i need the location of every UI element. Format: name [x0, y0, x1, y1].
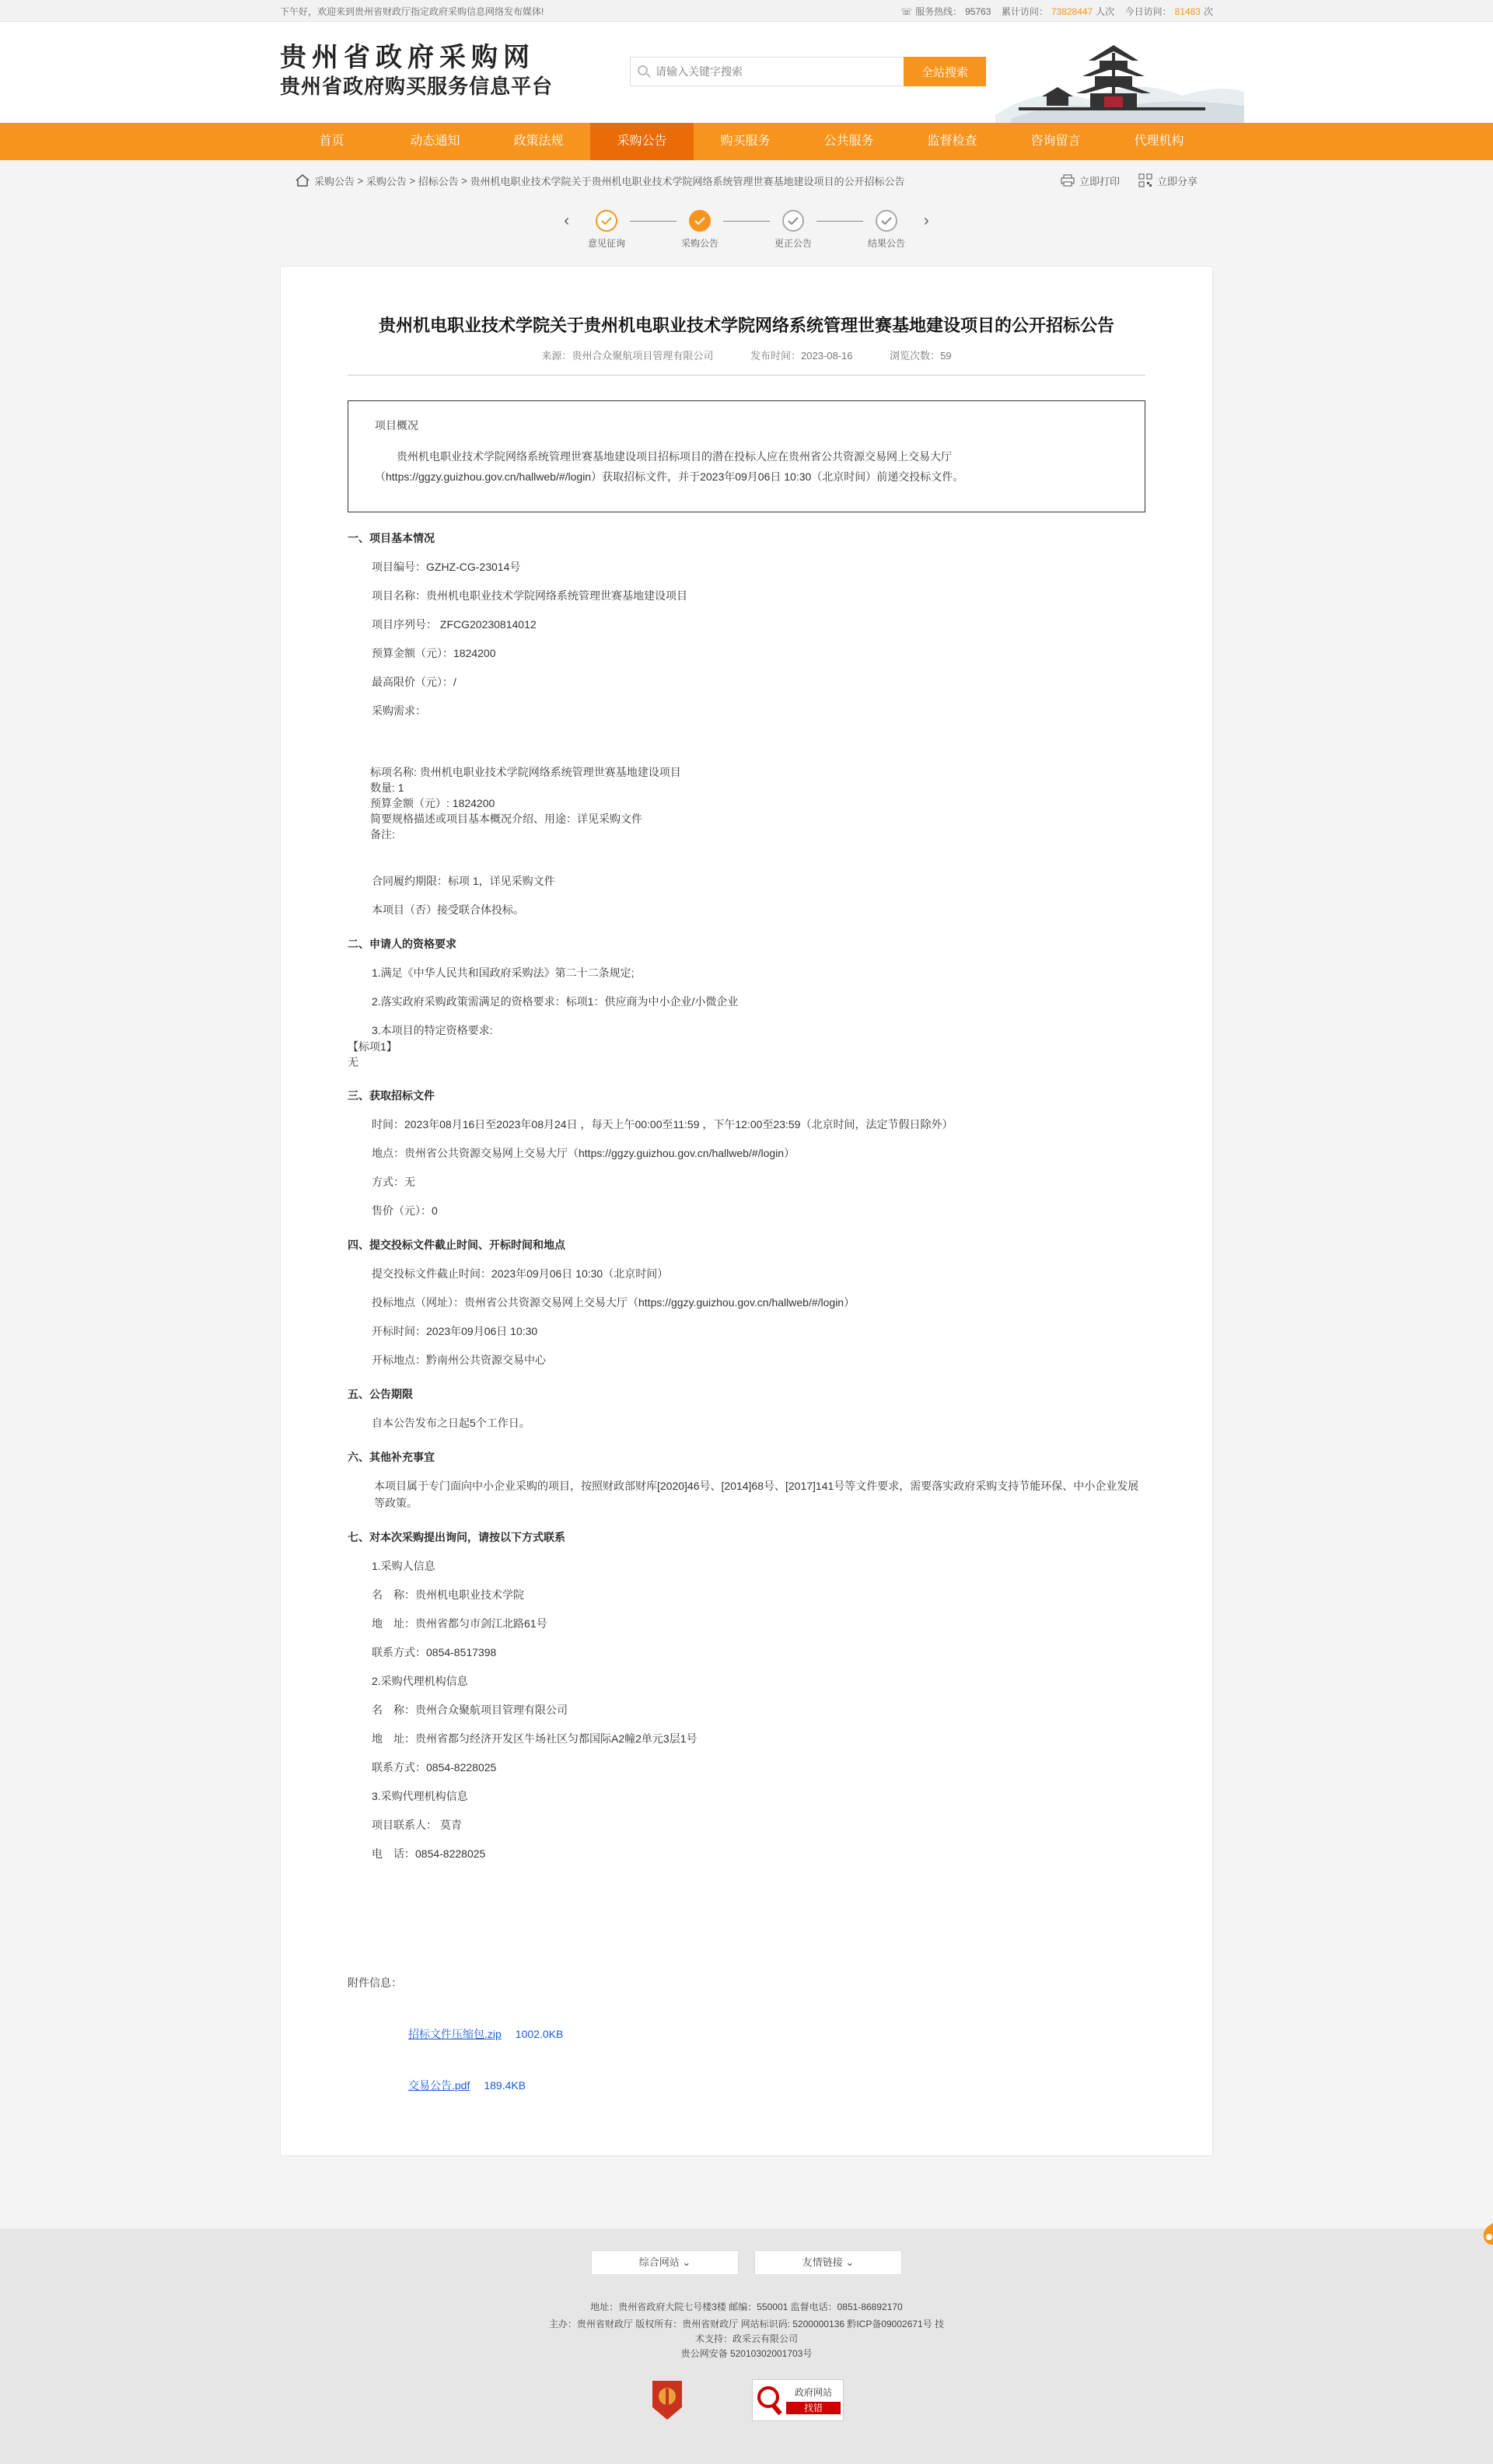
check-icon [782, 210, 804, 232]
pagoda-illustration [995, 22, 1244, 123]
article-date: 发布时间：2023-08-16 [750, 350, 853, 362]
greeting: 下午好，欢迎来到贵州省财政厅指定政府采购信息网络发布媒体! [280, 5, 544, 17]
share-button[interactable]: 立即分享 [1138, 173, 1198, 188]
article-meta [348, 348, 1145, 376]
section-supplement: 六、其他补充事宜 本项目属于专门面向中小企业采购的项目，按照财政部财库[2020]46号、[2014]68号、[2017]141号等文件要求，需要落实政府采购支持节能环保、中小企业发展等政策。 [348, 1451, 1139, 1509]
step-announcement[interactable]: 采购公告 [677, 210, 723, 250]
site-title: 贵州省政府采购网 [280, 42, 535, 73]
attachments: 附件信息： 招标文件压缩包.zip 1002.0KB 交易公告.pdf 189.4KB [348, 1975, 1145, 2093]
check-icon [689, 210, 711, 232]
nav-home[interactable]: 首页 [319, 135, 344, 148]
check-icon [596, 210, 617, 232]
attachment-link[interactable]: 招标文件压缩包.zip [408, 2028, 502, 2040]
friend-links-dropdown[interactable]: 友情链接 ⌄ [754, 2250, 902, 2275]
search-button[interactable]: 全站搜索 [904, 57, 986, 86]
section-basic-info: 一、项目基本情况 项目编号：GZHZ-CG-23014号 项目名称：贵州机电职业技术学院网络系统管理世赛基地建设项目 项目序列号： ZFCG20230814012 预算金额（元）：1824200 最高限价（元）：/ 采购需求： 标项名称: 贵州机电职业技术学院网络系统管理世赛基地建设项目 数量: 1 预算金额（元）: 1824200 简要规格描述或项目基本概况介绍、用途：详见采购文件 备注: 合同履约期限：标项 1，详见采购文件 本项目（否）接受联合体投标。 [348, 532, 687, 916]
main-nav [0, 123, 1493, 160]
search-icon [638, 65, 648, 75]
nav-agency[interactable]: 代理机构 [1134, 135, 1184, 148]
qrcode-icon [1138, 173, 1152, 187]
article-title: 贵州机电职业技术学院关于贵州机电职业技术学院网络系统管理世赛基地建设项目的公开招标公告 [378, 316, 1114, 335]
site-subtitle: 贵州省政府购买服务信息平台 [280, 75, 554, 99]
section-deadline: 四、提交投标文件截止时间、开标时间和地点 提交投标文件截止时间：2023年09月06日 10:30（北京时间） 投标地点（网址）：贵州省公共资源交易网上交易大厅（https://ggzy.guizhou.gov.cn/hallweb/#/login） 开标时间：2023年09月06日 10:30 开标地点：黔南州公共资源交易中心 [348, 1239, 855, 1366]
step-result[interactable]: 结果公告 [863, 210, 910, 250]
project-overview: 项目概况 贵州机电职业技术学院网络系统管理世赛基地建设项目招标项目的潜在投标人应在贵州省公共资源交易网上交易大厅（https://ggzy.guizhou.gov.cn/hallweb/#/login）获取招标文件，并于2023年09月06日 10:30（北京时间）前递交投标文件。 [348, 400, 1145, 512]
step-correction[interactable]: 更正公告 [770, 210, 816, 250]
search-box [630, 57, 986, 86]
party-gov-emblem-icon[interactable] [649, 2378, 685, 2423]
site-logo[interactable] [280, 42, 553, 101]
attachment-item: 交易公告.pdf 189.4KB [408, 2079, 526, 2092]
nav-policy[interactable]: 政策法规 [513, 135, 564, 148]
nav-purchase-service[interactable]: 购买服务 [720, 135, 771, 148]
step-consult[interactable]: 意见征询 [583, 210, 630, 250]
nav-procurement[interactable]: 采购公告 [590, 123, 694, 160]
crumb-2[interactable]: 采购公告 [365, 175, 407, 187]
gov-site-error-badge[interactable]: 政府网站 找错 [752, 2379, 844, 2421]
chevron-left-icon[interactable]: ‹ [564, 212, 569, 229]
chevron-right-icon[interactable]: › [924, 212, 929, 229]
section-period: 五、公告期限 自本公告发布之日起5个工作日。 [348, 1388, 530, 1429]
section-contact: 七、对本次采购提出询问，请按以下方式联系 1.采购人信息 名 称：贵州机电职业技术学院 地 址：贵州省都匀市剑江北路61号 联系方式：0854-8517398 2.采购代理机构信息 名 称：贵州合众聚航项目管理有限公司 地 址：贵州省都匀经济开发区牛场社区匀都国际A2幢2单元3层1号 联系方式：0854-8228025 3.采购代理机构信息 项目联系人： 莫青 电 话：0854-8228025 [348, 1531, 698, 1860]
related-sites-dropdown[interactable]: 综合网站 ⌄ [591, 2250, 739, 2275]
flame-float-icon[interactable] [1479, 2220, 1493, 2248]
site-header [0, 22, 1493, 123]
nav-public-service[interactable]: 公共服务 [823, 135, 874, 148]
crumb-current: 贵州机电职业技术学院关于贵州机电职业技术学院网络系统管理世赛基地建设项目的公开招标公告 [470, 175, 905, 187]
check-icon [876, 210, 897, 232]
article [280, 266, 1213, 2156]
home-icon[interactable] [295, 174, 309, 187]
nav-supervision[interactable]: 监督检查 [927, 135, 977, 148]
section-qualification: 二、申请人的资格要求 1.满足《中华人民共和国政府采购法》第二十二条规定; 2.落实政府采购政策需满足的资格要求：标项1：供应商为中小企业/小微企业 3.本项目的特定资格要求: 【标项1】 无 [348, 938, 739, 1068]
magnifier-icon [755, 2383, 786, 2417]
attachment-link[interactable]: 交易公告.pdf [408, 2079, 470, 2092]
nav-news[interactable]: 动态通知 [410, 135, 460, 148]
crumb-3[interactable]: 招标公告 [418, 175, 459, 187]
article-views: 浏览次数：59 [890, 350, 952, 362]
visit-stats: ☏ 服务热线： 95763 累计访问： 73828447 人次 今日访问： 81483 次 [900, 5, 1213, 17]
search-input[interactable] [630, 57, 904, 86]
article-source: 来源：贵州合众聚航项目管理有限公司 [541, 350, 714, 362]
site-footer [0, 2228, 1493, 2464]
footer-info: 地址：贵州省政府大院七号楼3楼 邮编：550001 监督电话：0851-86892170 主办：贵州省财政厅 版权所有：贵州省财政厅 网站标识码: 5200000136 黔ICP备09002671号 技 术支持：政采云有限公司 贵公网安备 52010302001703号 [548, 2301, 945, 2359]
breadcrumb: 采购公告 > 采购公告 > 招标公告 > 贵州机电职业技术学院关于贵州机电职业技术学院网络系统管理世赛基地建设项目的公开招标公告 立即打印 立即分享 [280, 160, 1213, 201]
crumb-1[interactable]: 采购公告 [314, 175, 355, 187]
top-bar [0, 0, 1493, 22]
process-steps [280, 201, 1213, 266]
print-button[interactable]: 立即打印 [1061, 173, 1120, 188]
attachment-item: 招标文件压缩包.zip 1002.0KB [408, 2028, 564, 2040]
nav-consult[interactable]: 咨询留言 [1030, 135, 1081, 148]
printer-icon [1061, 174, 1075, 187]
phone-icon: ☏ [900, 5, 913, 17]
section-get-documents: 三、获取招标文件 时间：2023年08月16日至2023年08月24日 ，每天上午00:00至11:59 ，下午12:00至23:59（北京时间，法定节假日除外） 地点：贵州省公共资源交易网上交易大厅（https://ggzy.guizhou.gov.cn/hallweb/#/login） 方式：无 售价（元）：0 [348, 1089, 953, 1217]
